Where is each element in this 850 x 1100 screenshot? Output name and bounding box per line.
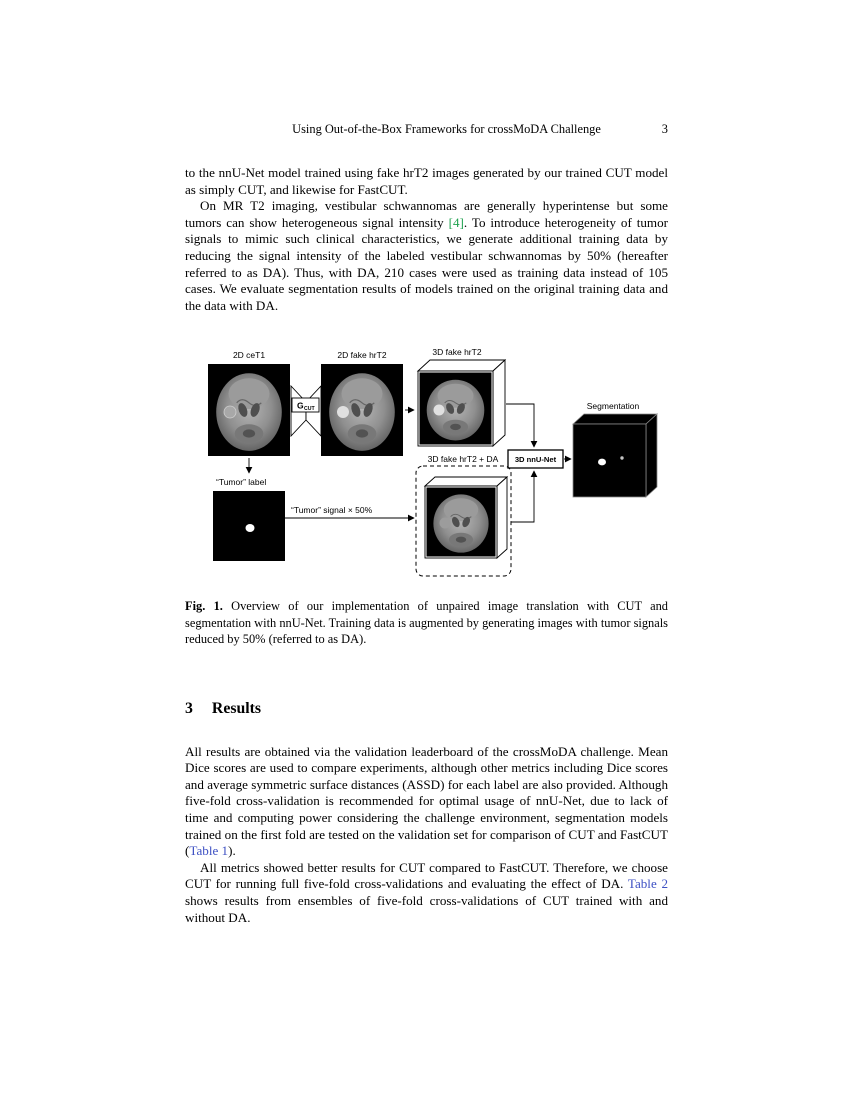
label-segmentation: Segmentation (586, 401, 640, 412)
results-paragraph-2-post: shows results from ensembles of five-fold cross-validations of CUT trained with and without DA. (185, 892, 668, 925)
results-paragraph-1-pre: All results are obtained via the validation leaderboard of the crossMoDA challenge. Mean Dice scores are used to compare experiments, although other metrics including Dice scores and average symmetric surface distances (ASSD) for each label are also provided. Although five-fold cross-validation is recommended for optimal usage of nnU-Net, due to lack of time and computing power considering the challenge environment, segmentation models trained on the first fold are tested on the validation set for comparison of CUT and FastCUT ( (185, 743, 668, 859)
mri-fake-hrt2-image (321, 364, 403, 456)
tumor-label-image (213, 491, 285, 561)
generator-bowtie-icon (291, 386, 321, 436)
label-tumor-signal: “Tumor” signal × 50% (291, 505, 373, 516)
page-content (185, 121, 668, 926)
results-paragraph-1-post: ). (228, 843, 236, 859)
label-nnunet: 3D nnU-Net (514, 455, 557, 465)
label-2d-cet1: 2D ceT1 (232, 350, 266, 361)
page-number: 3 (661, 122, 668, 136)
label-3d-fake-hrt2: 3D fake hrT2 (432, 347, 482, 358)
figure-1-diagram (193, 346, 693, 584)
results-paragraph-2-pre: All metrics showed better results for CUT compared to FastCUT. Therefore, we choose CUT for running full five-fold cross-validations and evaluating the effect of DA. (185, 859, 668, 892)
section-number: 3 (185, 699, 193, 717)
arrow-da-to-nnunet (511, 471, 534, 522)
figure-1-caption (185, 598, 668, 647)
citation-4-link[interactable]: [4] (448, 214, 464, 230)
cube-segmentation (573, 414, 657, 497)
paragraph-2 (185, 198, 668, 314)
paragraph-1 (185, 165, 668, 198)
paragraph-1-text: to the nnU-Net model trained using fake hrT2 images generated by our trained CUT model as simply CUT, and likewise for FastCUT. (185, 165, 668, 197)
label-2d-fake-hrt2: 2D fake hrT2 (337, 350, 387, 361)
figure-1 (193, 346, 693, 584)
arrow-3d-to-nnunet (506, 404, 534, 447)
paragraph-2-text-post: . To introduce heterogeneity of tumor signals to mimic such clinical characteristics, we generate additional training data by reducing the signal intensity of the labeled vestibular schwannomas by 50% (hereafter referred to as DA). Thus, with DA, 210 cases were used as training data instead of 105 cases. We evaluate segmentation results of models trained on the original training data and the data with DA. (185, 214, 669, 313)
cube-3d-fake-hrt2 (418, 360, 505, 446)
nnunet-box (508, 450, 563, 468)
paragraph-2-text-pre: On MR T2 imaging, vestibular schwannomas are generally hyperintense but some tumors can show heterogeneous signal intensity (185, 198, 668, 230)
mri-cet1-image (208, 364, 290, 456)
results-paragraph-1 (185, 744, 668, 860)
label-3d-fake-hrt2-da: 3D fake hrT2 + DA (427, 454, 499, 465)
figure-1-caption-tag: Fig. 1. (185, 599, 223, 614)
label-generator-sub: CUT (304, 406, 315, 413)
figure-1-caption-text: Overview of our implementation of unpaired image translation with CUT and segmentation with nnU-Net. Training data is augmented by generating images with tumor signals reduced by 50% (referred to as DA). (185, 599, 668, 647)
cube-3d-fake-hrt2-da (416, 466, 511, 576)
label-tumor: “Tumor” label (216, 477, 267, 488)
table-2-link[interactable]: Table 2 (627, 876, 668, 892)
running-head (185, 121, 668, 138)
results-paragraph-2 (185, 860, 668, 926)
label-generator-g: G (297, 400, 304, 411)
running-head-title: Using Out-of-the-Box Frameworks for crossMoDA Challenge (292, 122, 601, 136)
section-title: Results (211, 699, 262, 717)
table-1-link[interactable]: Table 1 (189, 843, 229, 859)
section-heading-results (185, 700, 668, 718)
